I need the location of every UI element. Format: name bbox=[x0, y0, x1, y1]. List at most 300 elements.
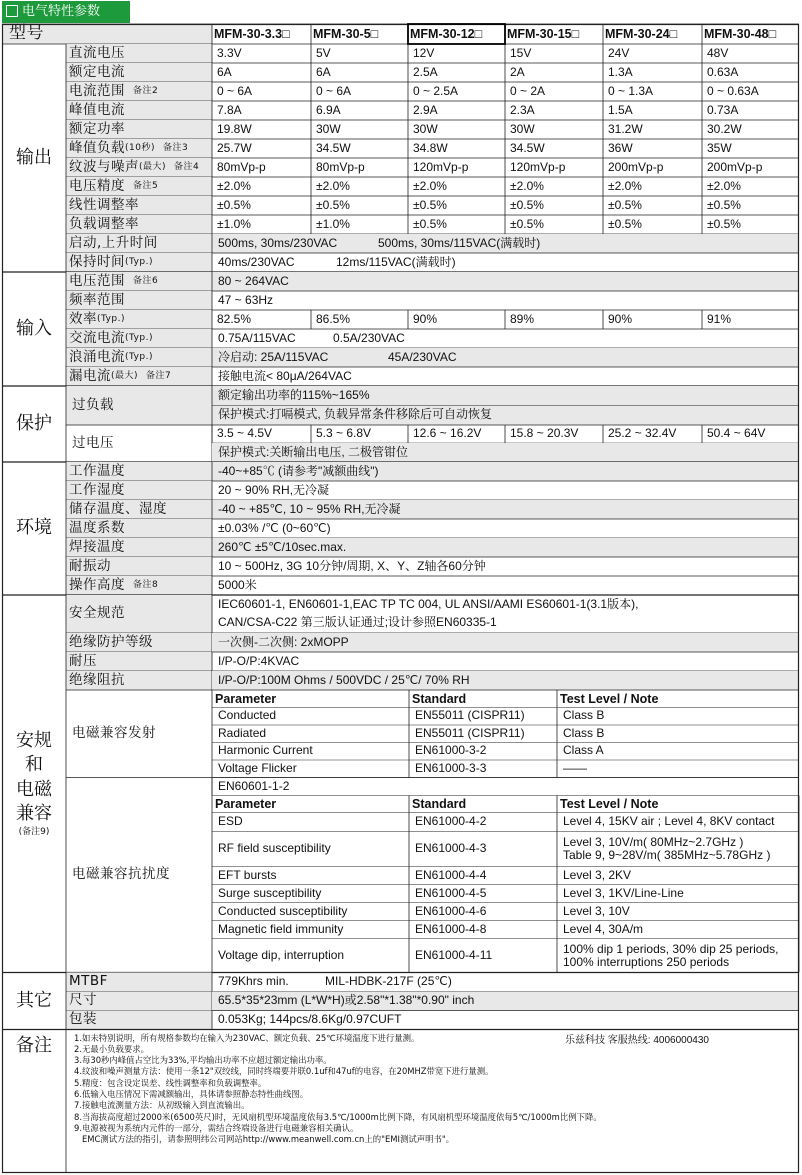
value-cell-text: 12.6 ~ 16.2V bbox=[413, 426, 482, 441]
span-value bbox=[215, 462, 415, 481]
value-cell bbox=[507, 425, 603, 443]
span-value bbox=[375, 234, 735, 253]
value-cell bbox=[704, 82, 799, 101]
category-protection-text: 保护 bbox=[16, 412, 52, 434]
span-value bbox=[215, 557, 486, 576]
value-cell bbox=[507, 177, 603, 196]
category-note: (备注9) bbox=[18, 827, 50, 838]
span-value bbox=[330, 329, 690, 348]
row-label-text: 纹波与噪声 bbox=[69, 158, 139, 175]
category-safety bbox=[2, 595, 66, 973]
value-cell-text: ±2.0% bbox=[707, 178, 741, 193]
row-label-text: 电流范围 bbox=[69, 82, 125, 99]
row-label bbox=[66, 44, 212, 63]
value-cell bbox=[410, 120, 505, 139]
value-cell bbox=[507, 139, 603, 158]
row-label bbox=[66, 500, 212, 519]
value-cell-text: 25.2 ~ 32.4V bbox=[608, 426, 677, 441]
value-cell bbox=[214, 44, 311, 63]
span-value bbox=[215, 291, 415, 310]
value-cell-text: 0 ~ 1.3A bbox=[608, 83, 654, 98]
span-value bbox=[215, 633, 795, 652]
span-value bbox=[215, 992, 475, 1011]
row-label bbox=[66, 82, 212, 101]
emc-cell-text: EN61000-3-3 bbox=[415, 760, 487, 775]
value-cell bbox=[704, 196, 799, 215]
row-label-text: 直流电压 bbox=[69, 44, 125, 61]
row-label bbox=[66, 557, 212, 576]
emc-col-header bbox=[215, 690, 409, 708]
value-cell bbox=[605, 120, 702, 139]
row-label-text: 电压范围 bbox=[69, 272, 125, 289]
value-cell bbox=[313, 196, 408, 215]
value-cell-text: 6A bbox=[316, 64, 331, 79]
header-label-text: 型号 bbox=[9, 23, 44, 44]
note-line: 4.纹波和噪声测量方法：使用一条12"双绞线，同时终端要并联0.1uf和47uf的电容，在20MHZ带宽下进行量测。 bbox=[74, 1066, 494, 1077]
value-cell bbox=[507, 101, 603, 120]
value-cell-text: 34.8W bbox=[413, 140, 448, 155]
value-cell-text: 7.8A bbox=[217, 102, 242, 117]
value-cell-text: 12V bbox=[413, 45, 435, 60]
row-label-text: 频率范围 bbox=[69, 291, 125, 308]
value-cell bbox=[605, 44, 702, 63]
emc-cell-text: Level 4, 30A/m bbox=[563, 921, 644, 936]
label-note: 备注2 bbox=[133, 86, 159, 97]
row-label-text: 尺寸 bbox=[69, 992, 97, 1009]
row-label bbox=[66, 196, 212, 215]
row-label-text: 耐压 bbox=[69, 652, 97, 669]
model-header-text: MFM-30-24□ bbox=[605, 26, 678, 41]
value-cell-text: 6A bbox=[217, 64, 232, 79]
emc-cell-text: EN61000-4-6 bbox=[415, 903, 487, 918]
span-value-text: 500ms, 30ms/115VAC(满载时) bbox=[378, 235, 541, 250]
span-value-text: 40ms/230VAC bbox=[218, 254, 295, 269]
model-header bbox=[313, 24, 408, 44]
value-cell-text: ±0.5% bbox=[608, 197, 642, 212]
model-header-text: MFM-30-12□ bbox=[410, 26, 483, 41]
row-label bbox=[66, 973, 212, 992]
row-label bbox=[66, 367, 212, 386]
value-cell-text: 200mVp-p bbox=[608, 159, 664, 174]
value-cell bbox=[507, 82, 603, 101]
value-cell-text: 2A bbox=[510, 64, 525, 79]
category-safety-line: 安规 bbox=[16, 730, 52, 752]
label-note: 备注6 bbox=[133, 276, 159, 287]
value-cell bbox=[214, 310, 311, 329]
model-header bbox=[410, 24, 505, 44]
value-cell-text: 30.2W bbox=[707, 121, 742, 136]
value-cell-text: 50.4 ~ 64V bbox=[707, 426, 766, 441]
row-label bbox=[66, 215, 212, 234]
row-label-text: 额定功率 bbox=[69, 120, 125, 137]
value-cell bbox=[313, 82, 408, 101]
overload-line-text: 保护模式:打嗝模式, 负载异常条件移除后可自动恢复 bbox=[218, 407, 493, 422]
value-cell bbox=[214, 139, 311, 158]
emc-cell bbox=[560, 867, 799, 885]
row-label bbox=[66, 1011, 212, 1030]
emc-cell-text: RF field susceptibility bbox=[218, 841, 331, 856]
emc-cell-text: EN55011 (CISPR11) bbox=[415, 725, 525, 740]
value-cell bbox=[410, 215, 505, 234]
row-label bbox=[66, 519, 212, 538]
row-label-text: 浪涌电流 bbox=[69, 348, 125, 365]
row-label-text: 负载调整率 bbox=[69, 215, 139, 232]
value-cell bbox=[410, 101, 505, 120]
span-value bbox=[215, 652, 795, 671]
span-value-text: 260℃ ±5℃/10sec.max. bbox=[218, 539, 347, 554]
note-line: 9.电源被视为系统内元件的一部分，需结合终端设备进行电磁兼容相关确认。 bbox=[74, 1122, 359, 1133]
value-cell bbox=[313, 215, 408, 234]
value-cell-text: 2.5A bbox=[413, 64, 438, 79]
label-suffix: (Typ.) bbox=[125, 257, 154, 268]
note-line: 3.每30秒内峰值占空比为33%,平均输出功率不应超过额定输出功率。 bbox=[74, 1055, 332, 1066]
value-cell-text: 48V bbox=[707, 45, 729, 60]
row-label-text: 温度系数 bbox=[69, 519, 125, 536]
row-label-text: 绝缘阻抗 bbox=[69, 671, 125, 688]
label-suffix: (10秒) bbox=[125, 143, 155, 154]
value-cell-text: 2.9A bbox=[413, 102, 438, 117]
value-cell bbox=[704, 158, 799, 177]
value-cell-text: 30W bbox=[510, 121, 535, 136]
row-label bbox=[69, 386, 212, 425]
value-cell-text: ±0.5% bbox=[510, 216, 544, 231]
value-cell-text: 5.3 ~ 6.8V bbox=[316, 426, 372, 441]
span-value-text: 10 ~ 500Hz, 3G 10分钟/周期, X、Y、Z轴各60分钟 bbox=[218, 558, 486, 573]
model-header-text: MFM-30-48□ bbox=[704, 26, 777, 41]
value-cell bbox=[605, 177, 702, 196]
value-cell bbox=[605, 101, 702, 120]
label-note: 备注4 bbox=[174, 162, 200, 173]
note-line: 2.无最小负载要求。 bbox=[74, 1043, 149, 1054]
span-value bbox=[215, 519, 415, 538]
label-note: 备注8 bbox=[133, 580, 159, 591]
emc-cell bbox=[560, 903, 799, 921]
category-safety-line: 和 bbox=[25, 754, 43, 776]
category-environment-text: 环境 bbox=[16, 517, 52, 539]
emc-cell-text: EN61000-4-2 bbox=[415, 814, 487, 829]
span-value-text: MIL-HDBK-217F (25℃) bbox=[325, 974, 452, 989]
row-label bbox=[66, 291, 212, 310]
value-cell bbox=[214, 177, 311, 196]
emc-cell bbox=[412, 743, 557, 761]
label-suffix: (Typ.) bbox=[97, 314, 126, 325]
label-suffix: (最大) bbox=[111, 371, 139, 382]
safety-line-text: IEC60601-1, EN60601-1,EAC TP TC 004, UL ANSI/AAMI ES60601-1(3.1版本), bbox=[218, 597, 639, 612]
value-cell bbox=[507, 158, 603, 177]
value-cell-text: 80mVp-p bbox=[217, 159, 266, 174]
span-value bbox=[215, 576, 415, 595]
value-cell-text: 19.8W bbox=[217, 121, 252, 136]
spec-table bbox=[2, 24, 799, 1173]
value-cell-text: ±2.0% bbox=[217, 178, 251, 193]
emc-cell bbox=[215, 708, 409, 726]
model-header bbox=[704, 24, 799, 44]
value-cell bbox=[410, 44, 505, 63]
value-cell-text: ±0.5% bbox=[707, 197, 741, 212]
value-cell-text: 91% bbox=[707, 311, 732, 326]
value-cell bbox=[704, 425, 799, 443]
emc-cell-text: Level 4, 15KV air ; Level 4, 8KV contact bbox=[563, 814, 775, 829]
value-cell bbox=[313, 177, 408, 196]
value-cell-text: ±0.5% bbox=[217, 197, 251, 212]
value-cell bbox=[214, 196, 311, 215]
emc-cell bbox=[560, 939, 798, 973]
checkbox-square-icon bbox=[6, 5, 18, 17]
emc-col-header-text: Parameter bbox=[215, 796, 277, 811]
row-label-text: 漏电流 bbox=[69, 367, 111, 384]
emc-col-header bbox=[412, 690, 557, 708]
emc-cell bbox=[412, 813, 557, 832]
value-cell bbox=[313, 310, 408, 329]
emc-cell-text: Level 3, 2KV bbox=[563, 867, 632, 882]
label-note: 备注5 bbox=[133, 181, 159, 192]
value-cell-text: 0 ~ 2.5A bbox=[413, 83, 459, 98]
emc-col-header bbox=[412, 796, 557, 813]
value-cell bbox=[507, 44, 603, 63]
emc-cell-text: Class B bbox=[563, 725, 605, 740]
protection-mode-text: 保护模式:关断输出电压, 二极管钳位 bbox=[218, 444, 409, 459]
category-output-text: 输出 bbox=[16, 146, 52, 168]
category-notes bbox=[2, 1030, 66, 1064]
value-cell-text: 3.5 ~ 4.5V bbox=[217, 426, 273, 441]
emc-cell-text: Level 3, 10V/m( 80MHz~2.7GHz ) Table 9, 9~28V/m( 385MHz~5.78GHz ) bbox=[563, 835, 771, 862]
value-cell bbox=[507, 196, 603, 215]
row-label bbox=[69, 778, 212, 973]
value-cell bbox=[704, 120, 799, 139]
emc-cell-text: Magnetic field immunity bbox=[218, 921, 344, 936]
value-cell-text: ±2.0% bbox=[510, 178, 544, 193]
emc-col-header-text: Parameter bbox=[215, 691, 277, 706]
span-value bbox=[385, 348, 745, 367]
emc-cell-text: Level 3, 1KV/Line-Line bbox=[563, 885, 684, 900]
emc-cell bbox=[560, 760, 799, 778]
span-value-text: -40 ~ +85℃, 10 ~ 95% RH,无冷凝 bbox=[218, 501, 401, 516]
row-label-text: 过负载 bbox=[72, 396, 114, 413]
emc-cell bbox=[215, 725, 409, 743]
row-label-text: 过电压 bbox=[72, 434, 114, 451]
value-cell-text: 15.8 ~ 20.3V bbox=[510, 426, 579, 441]
overload-line bbox=[215, 387, 775, 405]
value-cell-text: 0 ~ 6A bbox=[217, 83, 253, 98]
span-value-text: I/P-O/P:100M Ohms / 500VDC / 25℃/ 70% RH bbox=[218, 672, 470, 687]
value-cell bbox=[704, 215, 799, 234]
emc-cell-text: —— bbox=[563, 760, 587, 775]
emc-cell-text: Voltage Flicker bbox=[218, 760, 297, 775]
value-cell bbox=[214, 425, 311, 443]
value-cell-text: 30W bbox=[413, 121, 438, 136]
emc-cell-text: Harmonic Current bbox=[218, 743, 313, 758]
emc-cell-text: Conducted bbox=[218, 708, 277, 723]
span-value-text: ±0.03% /℃ (0~60℃) bbox=[218, 520, 331, 535]
span-value-text: 0.5A/230VAC bbox=[333, 330, 405, 345]
emc-col-header bbox=[215, 796, 409, 813]
emc-cell-text: EN61000-4-5 bbox=[415, 885, 487, 900]
category-output bbox=[2, 44, 66, 272]
row-label bbox=[66, 272, 212, 291]
value-cell bbox=[507, 120, 603, 139]
span-value-text: 0.053Kg; 144pcs/8.6Kg/0.97CUFT bbox=[218, 1012, 402, 1027]
header-label bbox=[6, 24, 212, 44]
value-cell-text: 0 ~ 2A bbox=[510, 83, 546, 98]
emc-cell bbox=[412, 832, 557, 867]
value-cell-text: ±0.5% bbox=[608, 216, 642, 231]
emc-col-header bbox=[560, 690, 799, 708]
value-cell-text: 86.5% bbox=[316, 311, 351, 326]
model-header-text: MFM-30-3.3□ bbox=[214, 26, 290, 41]
emc-cell bbox=[215, 813, 409, 832]
value-cell-text: 0 ~ 6A bbox=[316, 83, 352, 98]
value-cell bbox=[410, 158, 505, 177]
value-cell bbox=[313, 425, 408, 443]
emc-col-header-text: Standard bbox=[412, 796, 467, 811]
value-cell-text: ±0.5% bbox=[707, 216, 741, 231]
row-label bbox=[66, 158, 212, 177]
emc-cell-text: ESD bbox=[218, 814, 243, 829]
row-label-text: 储存温度、湿度 bbox=[69, 500, 167, 517]
row-label bbox=[69, 690, 212, 778]
row-label-text: 启动,上升时间 bbox=[69, 234, 158, 251]
emc-cell bbox=[560, 921, 799, 939]
value-cell-text: 80mVp-p bbox=[316, 159, 365, 174]
emc-cell-text: EN61000-4-3 bbox=[415, 841, 487, 856]
row-label-text: 交流电流 bbox=[69, 329, 125, 346]
overload-line-text: 额定输出功率的115%~165% bbox=[218, 388, 370, 403]
row-label bbox=[66, 576, 212, 595]
row-label bbox=[66, 538, 212, 557]
row-label bbox=[66, 234, 212, 253]
emc-cell bbox=[215, 939, 409, 973]
row-label-text: 保持时间 bbox=[69, 253, 125, 270]
value-cell-text: 35W bbox=[707, 140, 732, 155]
note-line: 5.精度：包含设定误差、线性调整率和负载调整率。 bbox=[74, 1077, 267, 1088]
emc-cell bbox=[412, 939, 557, 973]
emc-cell bbox=[560, 832, 798, 867]
value-cell-text: 0.63A bbox=[707, 64, 739, 79]
emc-cell bbox=[412, 725, 557, 743]
emc-cell bbox=[215, 743, 409, 761]
span-value-text: 779Khrs min. bbox=[218, 974, 289, 989]
span-value bbox=[215, 500, 415, 519]
emc-cell bbox=[412, 903, 557, 921]
safety-line-text: CAN/CSA-C22 第三版认证通过;设计参照EN60335-1 bbox=[218, 615, 497, 630]
hotline-text: 乐兹科技 客服热线: 4006000430 bbox=[565, 1034, 709, 1046]
value-cell-text: 34.5W bbox=[510, 140, 545, 155]
value-cell-text: ±0.5% bbox=[413, 216, 447, 231]
label-note: 备注7 bbox=[146, 371, 172, 382]
value-cell-text: ±1.0% bbox=[217, 216, 251, 231]
category-others-text: 其它 bbox=[16, 989, 52, 1011]
emc-cell bbox=[560, 708, 799, 726]
safety-line bbox=[215, 596, 795, 614]
label-suffix: (Typ.) bbox=[125, 352, 154, 363]
row-label-text: 包装 bbox=[69, 1011, 97, 1028]
value-cell-text: ±1.0% bbox=[316, 216, 350, 231]
row-label bbox=[66, 481, 212, 500]
emc-cell-text: EN61000-3-2 bbox=[415, 743, 487, 758]
value-cell-text: 24V bbox=[608, 45, 630, 60]
value-cell bbox=[704, 44, 799, 63]
emc-cell bbox=[215, 903, 409, 921]
span-value-text: 80 ~ 264VAC bbox=[218, 273, 289, 288]
value-cell bbox=[214, 215, 311, 234]
value-cell-text: 120mVp-p bbox=[510, 159, 566, 174]
value-cell-text: ±2.0% bbox=[608, 178, 642, 193]
emc-cell bbox=[412, 760, 557, 778]
value-cell-text: 89% bbox=[510, 311, 535, 326]
value-cell-text: 5V bbox=[316, 45, 331, 60]
value-cell bbox=[704, 310, 799, 329]
value-cell bbox=[313, 139, 408, 158]
emc-cell-text: Conducted susceptibility bbox=[218, 903, 348, 918]
category-safety-line: 兼容 bbox=[16, 802, 52, 824]
emc-cell-text: Voltage dip, interruption bbox=[218, 947, 345, 962]
emc-cell bbox=[215, 832, 409, 867]
row-label-text: MTBF bbox=[69, 973, 108, 990]
category-input bbox=[2, 272, 66, 386]
emc-cell bbox=[215, 867, 409, 885]
row-label bbox=[66, 63, 212, 82]
category-safety-line: 电磁 bbox=[16, 778, 52, 800]
notes-list bbox=[74, 1033, 795, 1173]
emc-cell-text: EFT bursts bbox=[218, 867, 277, 882]
row-label bbox=[66, 595, 212, 633]
value-cell-text: 25.7W bbox=[217, 140, 252, 155]
row-label-text: 电磁兼容发射 bbox=[72, 724, 156, 741]
value-cell bbox=[313, 63, 408, 82]
span-value bbox=[215, 367, 415, 386]
row-label bbox=[66, 462, 212, 481]
row-label-text: 电压精度 bbox=[69, 177, 125, 194]
span-value bbox=[333, 253, 693, 272]
row-label bbox=[66, 633, 212, 652]
row-label-text: 线性调整率 bbox=[69, 196, 139, 213]
value-cell-text: 0.73A bbox=[707, 102, 739, 117]
row-label-text: 峰值负载 bbox=[69, 139, 125, 156]
emc-cell-text: Radiated bbox=[218, 725, 267, 740]
emc-cell bbox=[215, 885, 409, 903]
value-cell-text: 90% bbox=[413, 311, 438, 326]
emc-cell bbox=[215, 760, 409, 778]
value-cell bbox=[605, 196, 702, 215]
row-label bbox=[66, 177, 212, 196]
emc-cell bbox=[215, 921, 409, 939]
row-label-text: 峰值电流 bbox=[69, 101, 125, 118]
span-value bbox=[215, 671, 795, 690]
emc-cell-text: EN55011 (CISPR11) bbox=[415, 708, 525, 723]
row-label-text: 电磁兼容抗扰度 bbox=[72, 866, 170, 883]
section-title bbox=[2, 1, 130, 23]
row-label-text: 效率 bbox=[69, 310, 97, 327]
value-cell bbox=[313, 101, 408, 120]
value-cell-text: ±0.5% bbox=[316, 197, 350, 212]
span-value-text: 65.5*35*23mm (L*W*H)或2.58"*1.38"*0.90" inch bbox=[218, 993, 475, 1008]
protection-mode bbox=[215, 443, 775, 462]
label-suffix: (最大) bbox=[139, 162, 167, 173]
row-label bbox=[66, 652, 212, 671]
value-cell-text: ±0.5% bbox=[413, 197, 447, 212]
span-value-text: 接触电流< 80μA/264VAC bbox=[218, 368, 352, 383]
value-cell bbox=[214, 63, 311, 82]
note-line: EMC测试方法的指引，请参照明纬公司网站http://www.meanwell.com.cn上的"EMI测试声明书"。 bbox=[74, 1134, 455, 1145]
emc-cell-text: 100% dip 1 periods, 30% dip 25 periods, 100% interruptions 250 periods bbox=[563, 941, 779, 969]
value-cell bbox=[605, 310, 702, 329]
value-cell bbox=[410, 196, 505, 215]
row-label-text: 工作温度 bbox=[69, 462, 125, 479]
emc-cell-text: Class A bbox=[563, 743, 604, 758]
value-cell bbox=[605, 215, 702, 234]
emc-cell-text: EN61000-4-11 bbox=[415, 947, 493, 962]
value-cell bbox=[704, 139, 799, 158]
